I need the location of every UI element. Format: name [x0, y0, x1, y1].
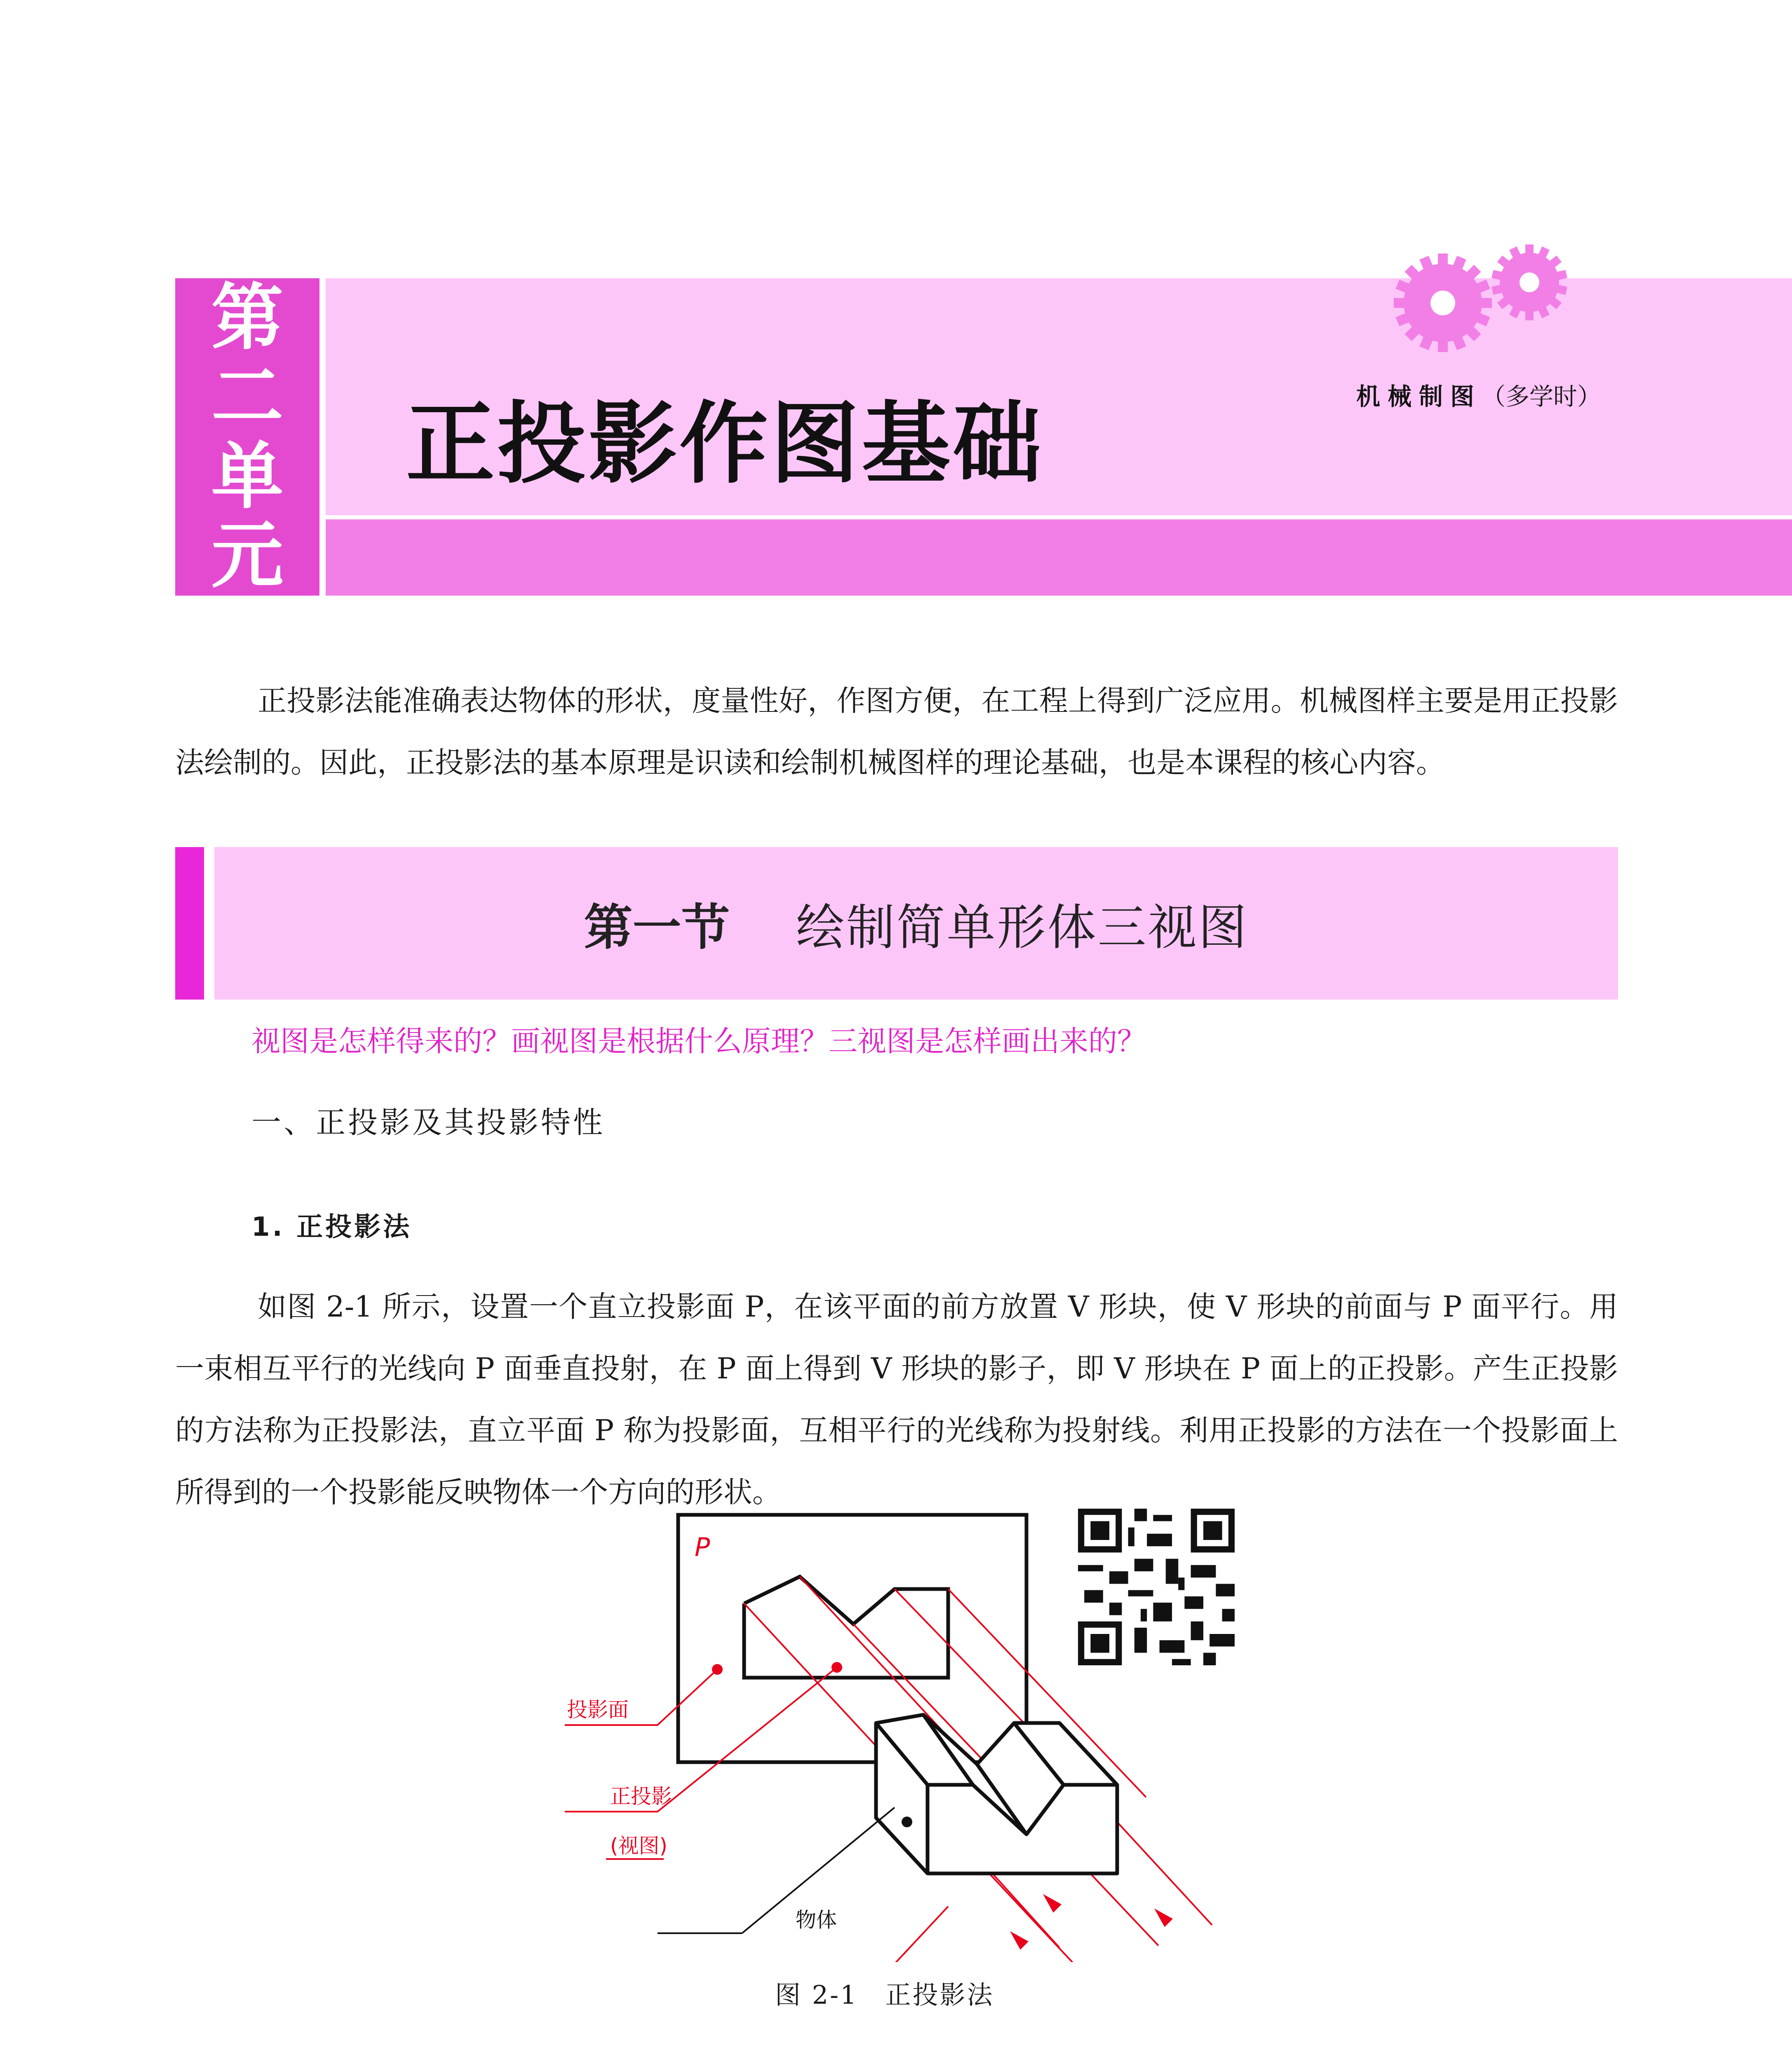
- plane-label: P: [695, 1532, 710, 1562]
- body-paragraph: 如图 2-1 所示，设置一个直立投影面 P，在该平面的前方放置 V 形块，使 V 形块的前面与 P 面平行。用一束相互平行的光线向 P 面垂直投射，在 P 面上得到 V 形块的影子，即 V 形块在 P 面上的正投影。产生正投影的方法称为正投影法，直立平面 P 称为投影面，互相平行的光线称为投射线。利用正投影的方法在一个投影面上所得到的一个投影能反映物体一个方向的形状。: [175, 1290, 1618, 1509]
- section-title: [214, 847, 1618, 1000]
- title-under-band: [326, 517, 1792, 596]
- heading-level-2: 1. 正投影法: [251, 1212, 412, 1242]
- guiding-question: 视图是怎样得来的？画视图是根据什么原理？三视图是怎样画出来的？: [251, 1024, 1146, 1058]
- chapter-title: 正投影作图基础: [406, 391, 1044, 495]
- gears-icon: [1389, 241, 1579, 377]
- label-view: (视图): [610, 1834, 668, 1858]
- book-title-main: 机械制图: [1356, 383, 1482, 411]
- projection-plane: [678, 1515, 1026, 1762]
- label-object: 物体: [796, 1908, 837, 1932]
- heading-level-1: 一、正投影及其投影特性: [251, 1105, 606, 1140]
- label-projection-plane: 投影面: [567, 1698, 629, 1722]
- unit-char: 单: [211, 434, 284, 519]
- figure-caption: 图 2-1 正投影法: [775, 1980, 994, 2010]
- body-paragraph: [175, 2049, 1618, 2061]
- unit-label: [175, 278, 319, 596]
- unit-char: 元: [211, 514, 284, 598]
- book-title-sub: （多学时）: [1482, 383, 1602, 411]
- unit-char: 第: [211, 276, 284, 360]
- qr-code[interactable]: [1078, 1509, 1235, 1665]
- section-name: 绘制简单形体三视图: [796, 899, 1249, 956]
- title-divider: [326, 515, 1792, 519]
- intro-paragraph: 正投影法能准确表达物体的形状，度量性好，作图方便，在工程上得到广泛应用。机械图样主要是用正投影法绘制的。因此，正投影法的基本原理是识读和绘制机械图样的理论基础，也是本课程的核心内容。: [175, 684, 1618, 779]
- section-number: 第一节: [584, 899, 730, 956]
- unit-char: 二: [211, 355, 284, 439]
- book-title: [1356, 377, 1601, 412]
- label-projection: 正投影: [610, 1784, 672, 1808]
- section-accent-bar: [175, 847, 204, 1000]
